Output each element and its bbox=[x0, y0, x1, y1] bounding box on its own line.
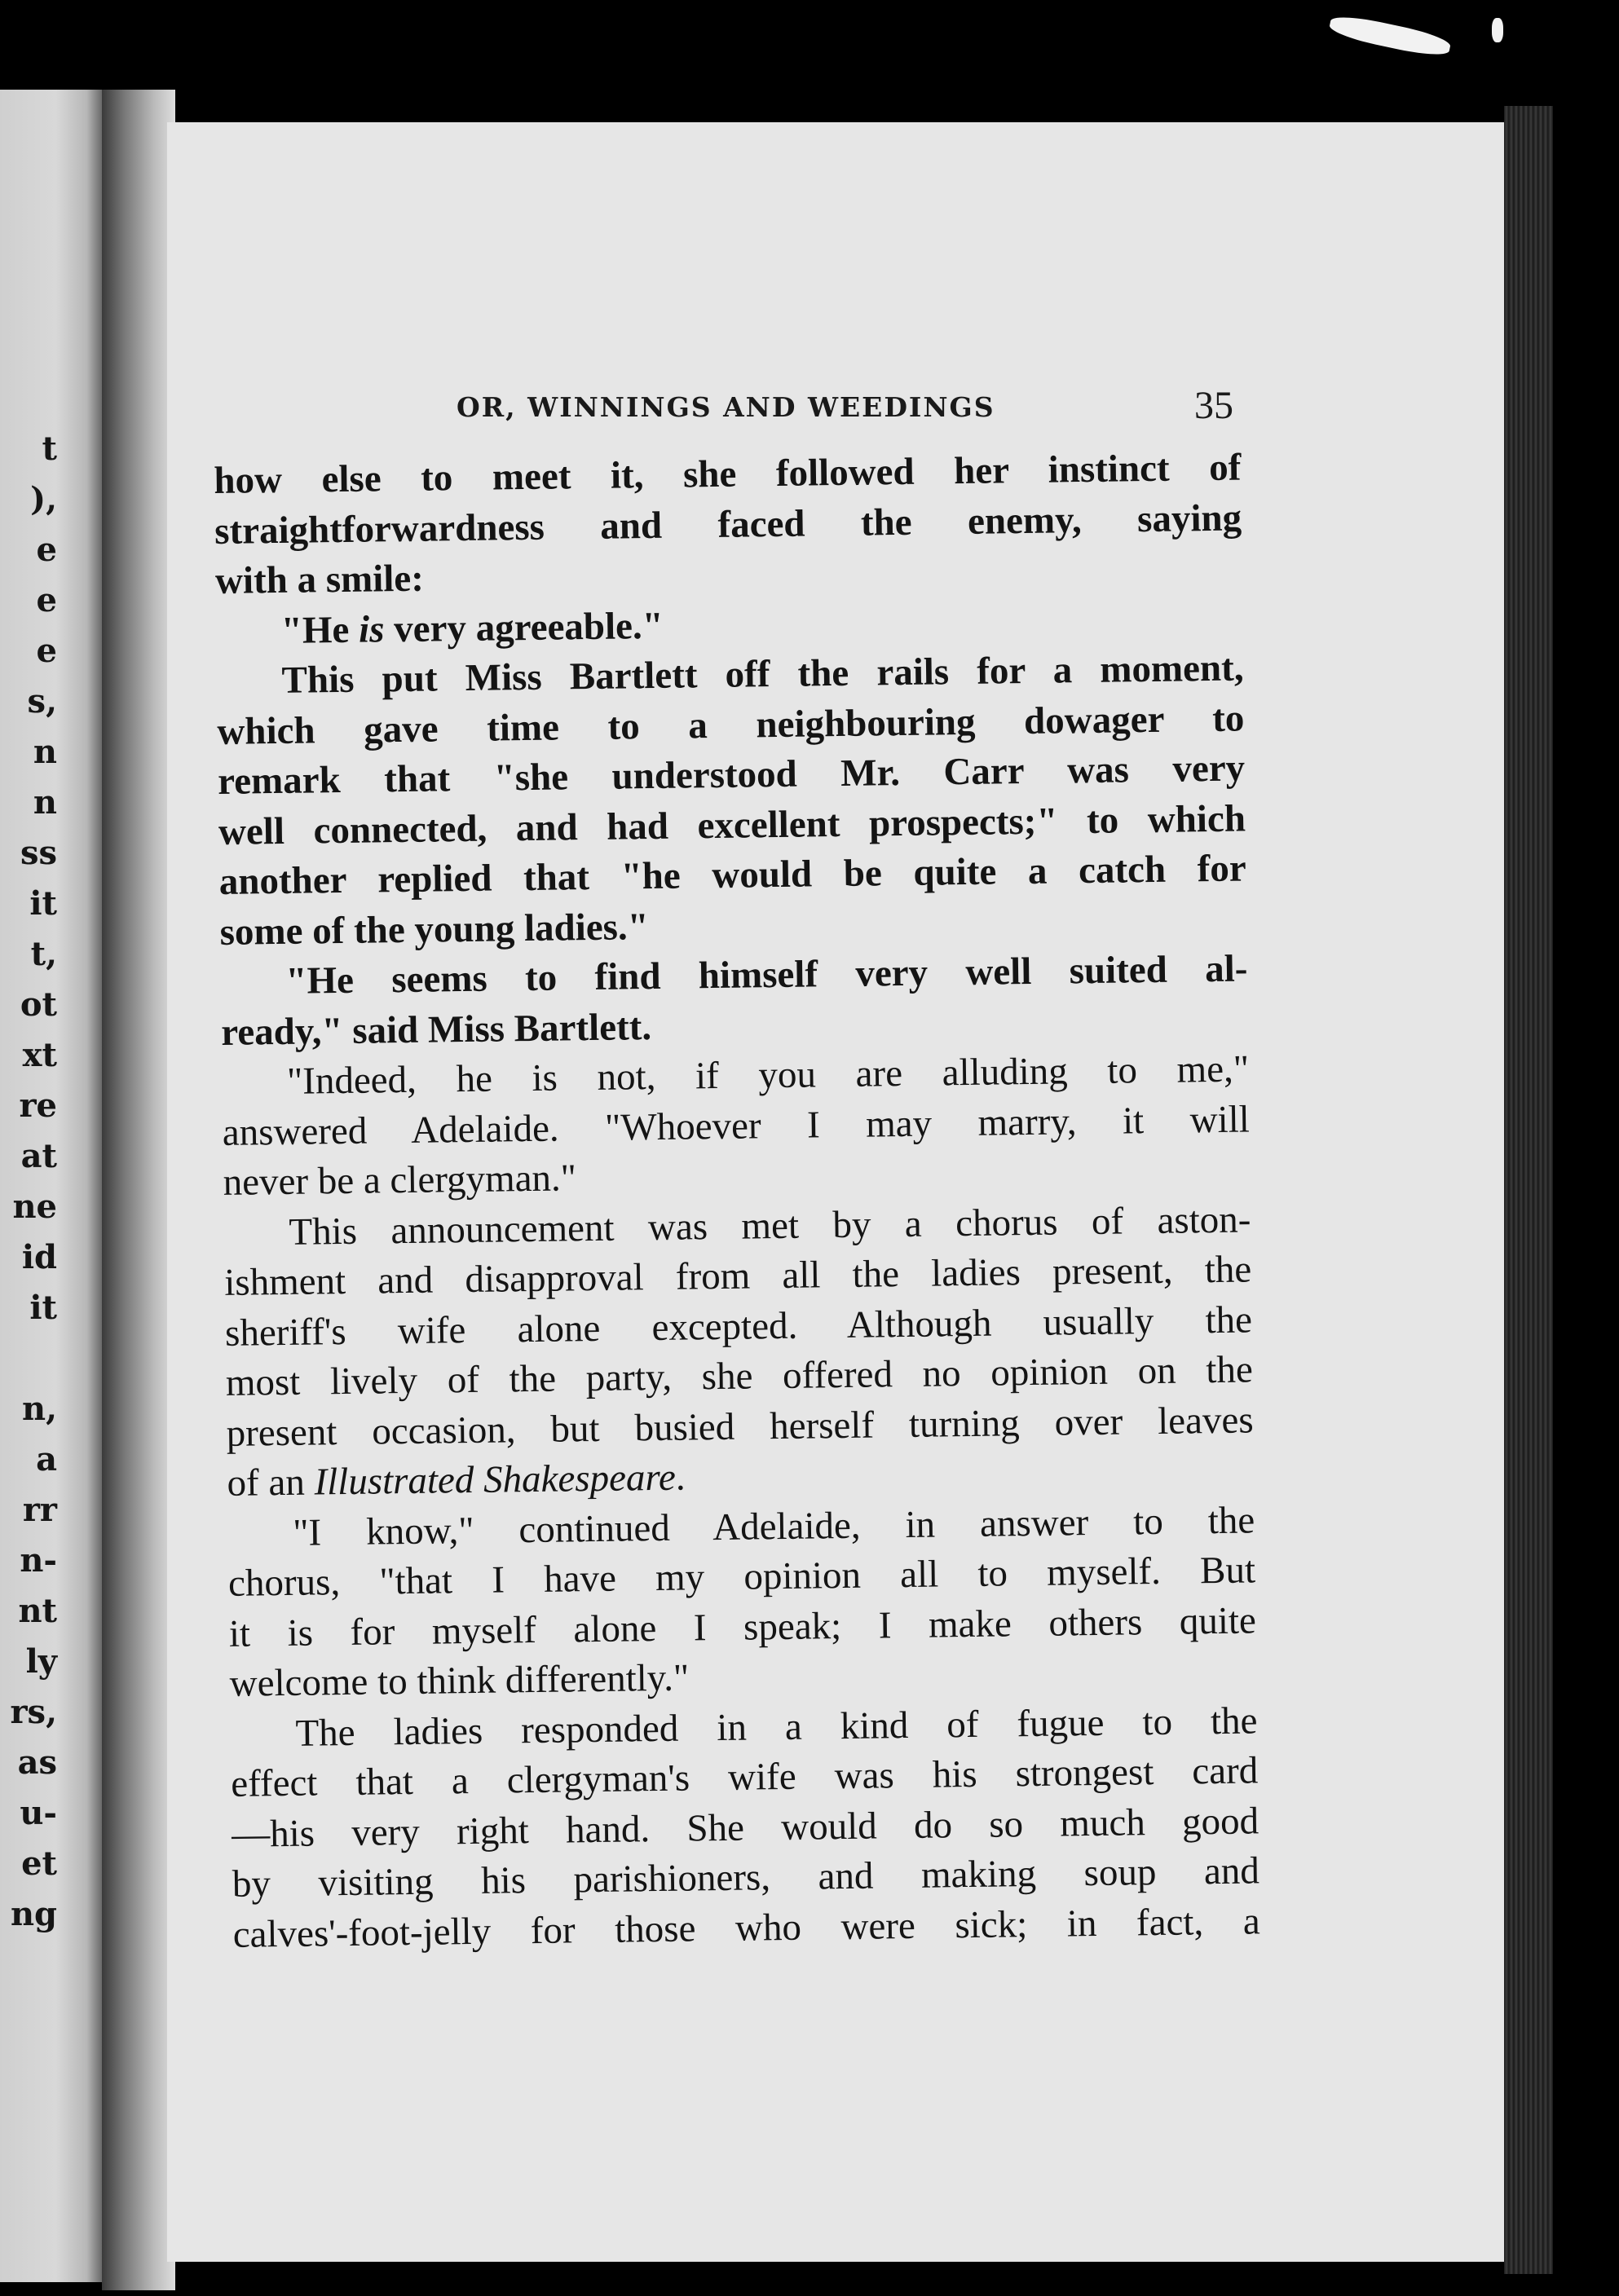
facing-line: xt bbox=[22, 1036, 57, 1074]
scan-speck bbox=[1492, 18, 1503, 42]
facing-line: ), bbox=[30, 480, 57, 518]
facing-line: e bbox=[36, 531, 57, 569]
text-line: The ladies responded in a kind of fugue to the bbox=[295, 1699, 1258, 1755]
facing-line bbox=[0, 1333, 57, 1384]
facing-line: ly bbox=[25, 1642, 57, 1681]
facing-line: et bbox=[21, 1844, 57, 1883]
facing-line: rs, bbox=[10, 1693, 57, 1731]
text-line: which gave time to a neighbouring dowager to bbox=[217, 696, 1245, 753]
text-line: how else to meet it, she followed her instinct of bbox=[214, 446, 1242, 502]
facing-line: a bbox=[36, 1440, 57, 1479]
text-line: effect that a clergyman's wife was his strongest card bbox=[230, 1749, 1259, 1805]
facing-line: it bbox=[29, 1289, 57, 1327]
text-line: —his very right hand. She would do so much good bbox=[231, 1799, 1259, 1856]
text-line: welcome to think differently." bbox=[229, 1656, 690, 1705]
running-head: OR, WINNINGS AND WEEDINGS bbox=[457, 391, 995, 423]
facing-line: ot bbox=[20, 985, 57, 1024]
text-line: another replied that "he would be quite a catch for bbox=[218, 847, 1247, 903]
text-line: with a smile: bbox=[214, 557, 425, 602]
text-line: by visiting his parishioners, and making soup and bbox=[232, 1849, 1260, 1906]
book-gutter bbox=[102, 90, 175, 2290]
text-line: remark that "she understood Mr. Carr was very bbox=[217, 747, 1246, 803]
body-text bbox=[214, 443, 1260, 1960]
facing-line: n, bbox=[21, 1390, 57, 1428]
text-line: straightforwardness and faced the enemy, saying bbox=[214, 496, 1242, 553]
facing-line: ss bbox=[20, 834, 57, 872]
facing-line: nt bbox=[18, 1592, 57, 1630]
page-number: 35 bbox=[1194, 384, 1233, 427]
text-line: well connected, and had excellent prospects;" to which bbox=[218, 796, 1246, 853]
facing-line: n bbox=[33, 733, 57, 771]
facing-line: t, bbox=[30, 935, 57, 973]
text-line: This announcement was met by a chorus of aston- bbox=[289, 1197, 1251, 1254]
page-block-edge bbox=[1504, 106, 1553, 2274]
text-line: ishment and disapproval from all the ladies present, the bbox=[223, 1248, 1252, 1304]
text-line: sheriff's wife alone excepted. Although usually the bbox=[224, 1298, 1253, 1355]
facing-line: ne bbox=[12, 1188, 57, 1226]
facing-line: e bbox=[36, 581, 57, 619]
text-line: it is for myself alone I speak; I make others quite bbox=[228, 1598, 1257, 1655]
emphasis: is bbox=[358, 607, 385, 651]
facing-line: e bbox=[36, 632, 57, 670]
facing-line: as bbox=[17, 1743, 57, 1782]
emphasis: Illustrated Shakespeare bbox=[314, 1456, 677, 1504]
text-line: chorus, "that I have my opinion all to myself. But bbox=[227, 1549, 1256, 1605]
facing-line: s, bbox=[27, 682, 57, 721]
facing-line: u- bbox=[20, 1794, 57, 1832]
facing-line: rr bbox=[22, 1491, 57, 1529]
text-line: "Indeed, he is not, if you are alluding to me," bbox=[286, 1047, 1250, 1103]
text-line: ready," said Miss Bartlett. bbox=[220, 1005, 652, 1054]
facing-line: n- bbox=[20, 1541, 57, 1580]
facing-line: id bbox=[21, 1238, 57, 1276]
text-line: of an Illustrated Shakespeare. bbox=[227, 1456, 686, 1505]
text-line: present occasion, but busied herself turning over leaves bbox=[226, 1398, 1254, 1455]
facing-line: it bbox=[29, 884, 57, 923]
text-line: answered Adelaide. "Whoever I may marry, it will bbox=[222, 1097, 1251, 1154]
text-line: "I know," continued Adelaide, in answer to the bbox=[292, 1498, 1255, 1554]
facing-line: t bbox=[42, 430, 57, 468]
facing-line: ng bbox=[10, 1895, 57, 1933]
facing-page-text bbox=[0, 424, 57, 1940]
text-line: calves'-foot-jelly for those who were sick; in fact, a bbox=[232, 1899, 1260, 1956]
facing-line: re bbox=[19, 1086, 57, 1125]
text-line: "He seems to find himself very well suited al- bbox=[285, 947, 1248, 1003]
text-line: "He is very agreeable." bbox=[280, 604, 664, 652]
text-line: never be a clergyman." bbox=[223, 1157, 577, 1204]
facing-line: at bbox=[20, 1137, 57, 1175]
text-line: most lively of the party, she offered no opinion on the bbox=[225, 1348, 1254, 1404]
facing-line: n bbox=[33, 783, 57, 822]
scan-speck bbox=[1328, 12, 1453, 60]
text-line: some of the young ladies." bbox=[219, 905, 650, 954]
text-line: This put Miss Bartlett off the rails for a moment, bbox=[281, 646, 1244, 702]
